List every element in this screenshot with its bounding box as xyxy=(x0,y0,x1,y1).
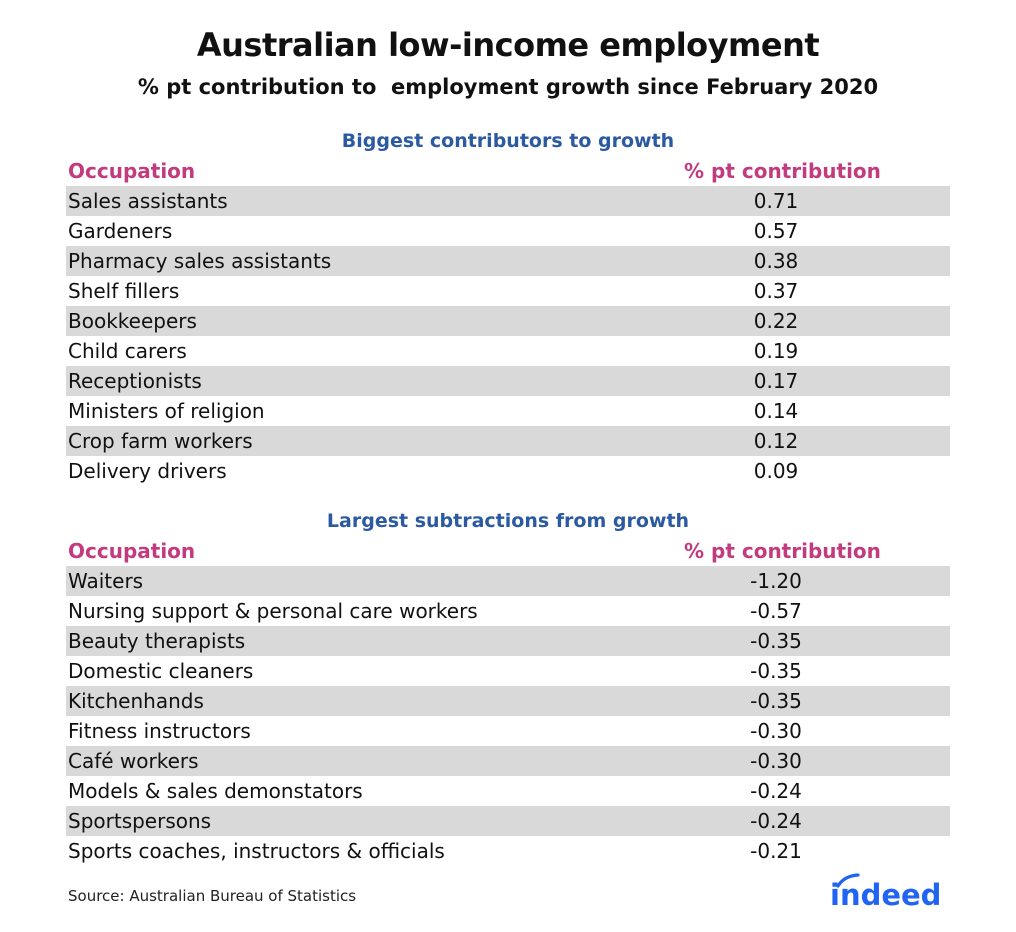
table-row xyxy=(66,246,950,276)
occupation-cell: Waiters xyxy=(68,569,144,593)
contribution-value-cell: -0.35 xyxy=(750,659,802,683)
occupation-cell: Pharmacy sales assistants xyxy=(68,249,332,273)
occupation-cell: Fitness instructors xyxy=(68,719,251,743)
table-row xyxy=(66,366,950,396)
contribution-value-cell: 0.37 xyxy=(753,279,799,303)
occupation-cell: Receptionists xyxy=(68,369,202,393)
chart-subtitle: % pt contribution to employment growth since February 2020 xyxy=(137,75,879,99)
table-row xyxy=(66,276,950,306)
table-row xyxy=(66,836,950,866)
source-note: Source: Australian Bureau of Statistics xyxy=(68,887,357,905)
contribution-value-cell: -0.24 xyxy=(750,779,802,803)
occupation-cell: Shelf fillers xyxy=(68,279,180,303)
contribution-value-cell: -0.57 xyxy=(750,599,802,623)
table-row xyxy=(66,396,950,426)
occupation-cell: Bookkeepers xyxy=(68,309,197,333)
contribution-value-cell: 0.71 xyxy=(753,189,799,213)
contribution-value-cell: -0.35 xyxy=(750,689,802,713)
contribution-value-cell: 0.12 xyxy=(753,429,799,453)
table-row xyxy=(66,186,950,216)
table-row xyxy=(66,626,950,656)
indeed-logo xyxy=(828,872,952,920)
occupation-cell: Ministers of religion xyxy=(68,399,265,423)
occupation-cell: Beauty therapists xyxy=(68,629,246,653)
contribution-value-cell: 0.19 xyxy=(753,339,799,363)
table-row xyxy=(66,456,950,486)
contributors-table-title: Biggest contributors to growth xyxy=(341,130,675,152)
contributors-rows xyxy=(66,186,950,486)
occupation-cell: Domestic cleaners xyxy=(68,659,254,683)
indeed-logo-text: indeed xyxy=(830,878,942,912)
chart-title: Australian low-income employment xyxy=(196,26,820,64)
table-row xyxy=(66,746,950,776)
occupation-cell: Child carers xyxy=(68,339,187,363)
contribution-value-cell: 0.57 xyxy=(753,219,799,243)
occupation-cell: Delivery drivers xyxy=(68,459,227,483)
contributors-header-row xyxy=(66,156,950,186)
contribution-value-cell: 0.09 xyxy=(753,459,799,483)
contribution-value-cell: -0.30 xyxy=(750,749,802,773)
occupation-cell: Crop farm workers xyxy=(68,429,253,453)
occupation-cell: Gardeners xyxy=(68,219,173,243)
contribution-column-header: % pt contribution xyxy=(684,539,881,563)
table-row xyxy=(66,336,950,366)
subtractions-table xyxy=(66,506,950,866)
occupation-column-header: Occupation xyxy=(68,159,196,183)
occupation-cell: Models & sales demonstators xyxy=(68,779,363,803)
contribution-column-header: % pt contribution xyxy=(684,159,881,183)
contribution-value-cell: -0.21 xyxy=(750,839,802,863)
contribution-value-cell: 0.14 xyxy=(753,399,799,423)
table-row xyxy=(66,566,950,596)
occupation-cell: Kitchenhands xyxy=(68,689,204,713)
table-row xyxy=(66,596,950,626)
occupation-cell: Nursing support & personal care workers xyxy=(68,599,478,623)
table-row xyxy=(66,806,950,836)
table-row xyxy=(66,216,950,246)
subtractions-rows xyxy=(66,566,950,866)
table-row xyxy=(66,656,950,686)
occupation-cell: Sportspersons xyxy=(68,809,212,833)
occupation-cell: Sports coaches, instructors & officials xyxy=(68,839,445,863)
contribution-value-cell: -0.24 xyxy=(750,809,802,833)
table-row xyxy=(66,716,950,746)
subtractions-header-row xyxy=(66,536,950,566)
contributors-table xyxy=(66,126,950,486)
subtractions-table-title: Largest subtractions from growth xyxy=(326,510,690,532)
occupation-cell: Café workers xyxy=(68,749,199,773)
contribution-value-cell: -1.20 xyxy=(750,569,802,593)
table-row xyxy=(66,306,950,336)
table-row xyxy=(66,686,950,716)
table-row xyxy=(66,776,950,806)
contribution-value-cell: -0.35 xyxy=(750,629,802,653)
indeed-logo-icon xyxy=(828,872,952,916)
contribution-value-cell: 0.22 xyxy=(753,309,799,333)
table-row xyxy=(66,426,950,456)
contribution-value-cell: -0.30 xyxy=(750,719,802,743)
occupation-cell: Sales assistants xyxy=(68,189,228,213)
occupation-column-header: Occupation xyxy=(68,539,196,563)
contribution-value-cell: 0.17 xyxy=(753,369,799,393)
contribution-value-cell: 0.38 xyxy=(753,249,799,273)
